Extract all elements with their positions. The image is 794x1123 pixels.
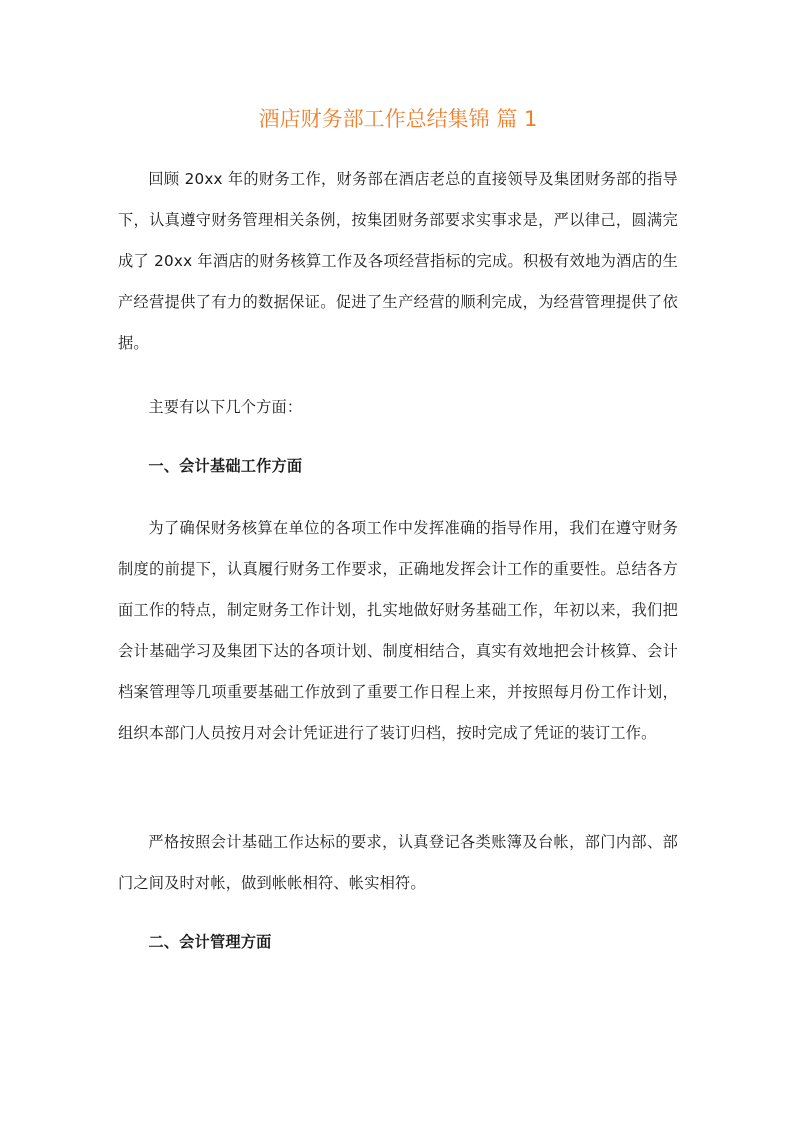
aspects-intro-paragraph: 主要有以下几个方面：	[148, 398, 303, 416]
section-heading-accounting-basics: 一、会计基础工作方面	[148, 457, 303, 475]
accounting-basics-paragraph: 为了确保财务核算在单位的各项工作中发挥准确的指导作用，我们在遵守财务制度的前提下，认真履行财务工作要求，正确地发挥会计工作的重要性。总结各方面工作的特点，制定财务工作计划，扎实地做好财务基础工作，年初以来，我们把会计基础学习及集团下达的各项计划、制度相结合，真实有效地把会计核算、会计档案管理等几项重要基础工作放到了重要工作日程上来，并按照每月份工作计划，组织本部门人员按月对会计凭证进行了装订归档，按时完成了凭证的装订工作。	[118, 519, 678, 742]
intro-paragraph: 回顾 20xx 年的财务工作，财务部在酒店老总的直接领导及集团财务部的指导下，认真遵守财务管理相关条例，按集团财务部要求实事求是，严以律己，圆满完成了 20xx 年酒店的财务核算工作及各项经营指标的完成。积极有效地为酒店的生产经营提供了有力的数据保证。促进了生产经营的顺利完成，为经营管理提供了依据。	[118, 170, 678, 352]
ledger-paragraph: 严格按照会计基础工作达标的要求，认真登记各类账簿及台帐，部门内部、部门之间及时对帐，做到帐帐相符、帐实相符。	[118, 833, 678, 892]
document-title: 酒店财务部工作总结集锦 篇 1	[258, 107, 538, 131]
section-heading-accounting-management: 二、会计管理方面	[148, 933, 272, 951]
